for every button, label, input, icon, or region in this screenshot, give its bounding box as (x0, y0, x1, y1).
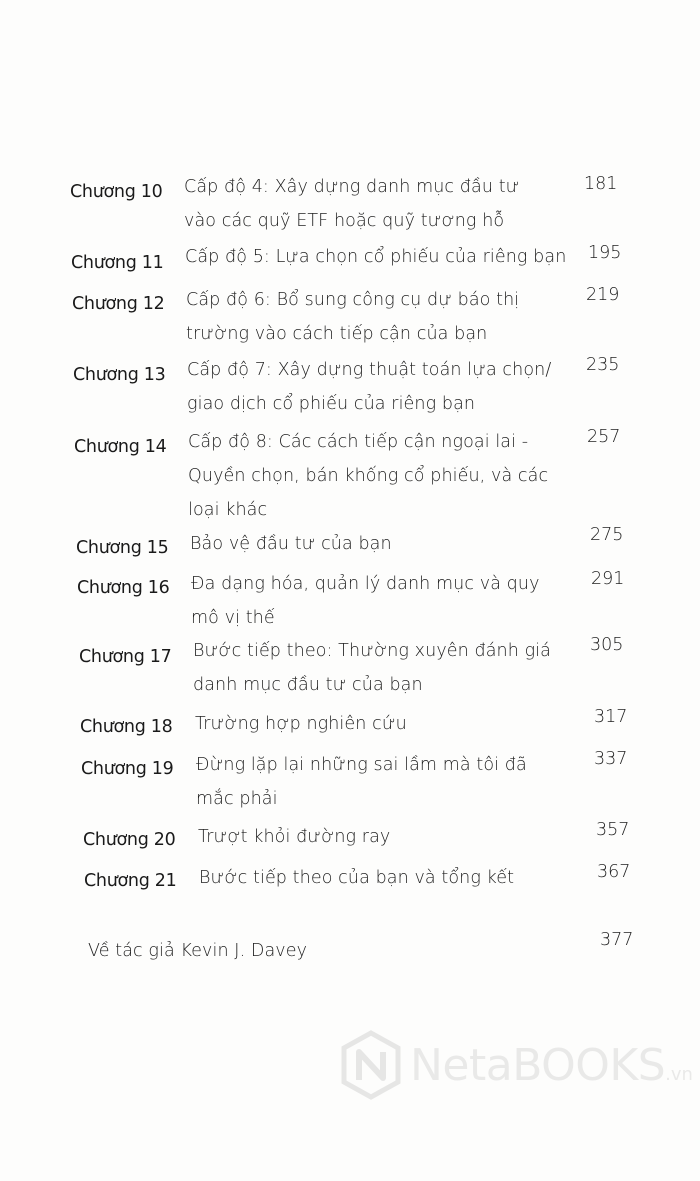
chapter-label: Chương 21 (84, 871, 177, 891)
chapter-title (191, 567, 540, 635)
chapter-label: Chương 14 (74, 437, 167, 457)
page-number: 219 (586, 285, 620, 305)
chapter-label: Chương 10 (70, 182, 163, 202)
chapter-label: Chương 13 (73, 365, 166, 385)
page-number: 377 (600, 930, 634, 950)
chapter-title (195, 707, 407, 741)
page-number: 337 (594, 749, 628, 769)
chapter-title (185, 240, 566, 274)
chapter-title-line: Đừng lặp lại những sai lầm mà tôi đã (196, 755, 527, 775)
chapter-title-line: Cấp độ 8: Các cách tiếp cận ngoại lai - (188, 432, 529, 452)
chapter-title-line: Bước tiếp theo của bạn và tổng kết (199, 868, 515, 888)
chapter-title-line: danh mục đầu tư của bạn (193, 675, 423, 695)
chapter-label: Chương 19 (81, 759, 174, 779)
chapter-title-line: mắc phải (196, 789, 278, 809)
chapter-title (196, 748, 527, 816)
chapter-title-line: Bước tiếp theo: Thường xuyên đánh giá (193, 641, 551, 661)
chapter-label: Chương 18 (80, 717, 173, 737)
watermark-suffix: .vn (665, 1064, 693, 1085)
chapter-title (193, 634, 551, 702)
page-number: 291 (591, 569, 625, 589)
chapter-title (190, 527, 392, 561)
chapter-label: Chương 16 (77, 578, 170, 598)
chapter-title-line: Trượt khỏi đường ray (198, 827, 391, 847)
chapter-title-line: Bảo vệ đầu tư của bạn (190, 534, 392, 554)
about-author-title (88, 934, 307, 968)
chapter-title-line: Quyền chọn, bán khống cổ phiếu, và các (188, 466, 549, 486)
page-number: 235 (586, 355, 620, 375)
chapter-label: Chương 20 (83, 830, 176, 850)
chapter-title (186, 283, 519, 351)
chapter-label: Chương 11 (71, 253, 164, 273)
chapter-label: Chương 15 (76, 538, 169, 558)
chapter-title-line: mô vị thế (191, 608, 275, 628)
chapter-title (184, 170, 519, 238)
page-number: 305 (590, 635, 624, 655)
chapter-title (188, 425, 548, 527)
chapter-title-line: Cấp độ 7: Xây dựng thuật toán lựa chọn/ (187, 360, 552, 380)
page-number: 317 (594, 707, 628, 727)
chapter-title (198, 820, 390, 854)
chapter-title-line: giao dịch cổ phiếu của riêng bạn (187, 394, 476, 414)
watermark-brand-text (410, 1040, 693, 1091)
chapter-title (187, 353, 551, 421)
chapter-title-line: Cấp độ 4: Xây dựng danh mục đầu tư (184, 177, 520, 197)
chapter-title-line: Cấp độ 6: Bổ sung công cụ dự báo thị (186, 290, 520, 310)
chapter-title (199, 861, 514, 895)
page-number: 181 (584, 174, 618, 194)
chapter-label: Chương 12 (72, 294, 165, 314)
chapter-title-line: loại khác (188, 500, 268, 520)
page-number: 257 (587, 427, 621, 447)
chapter-title-line: trường vào cách tiếp cận của bạn (186, 324, 488, 344)
chapter-title-line: Đa dạng hóa, quản lý danh mục và quy (191, 574, 540, 594)
page-number: 367 (597, 862, 631, 882)
about-author-title-line: Về tác giả Kevin J. Davey (88, 941, 308, 961)
chapter-title-line: Trường hợp nghiên cứu (195, 714, 407, 734)
chapter-label: Chương 17 (79, 647, 172, 667)
chapter-title-line: Cấp độ 5: Lựa chọn cổ phiếu của riêng bạn (185, 247, 567, 267)
hexagon-n-logo-icon (340, 1030, 402, 1100)
page-number: 357 (596, 820, 630, 840)
netabooks-watermark (340, 1030, 693, 1110)
watermark-brand: NetaBOOKS (410, 1040, 666, 1091)
page-number: 195 (588, 243, 622, 263)
page-number: 275 (590, 525, 624, 545)
chapter-title-line: vào các quỹ ETF hoặc quỹ tương hỗ (184, 211, 505, 231)
